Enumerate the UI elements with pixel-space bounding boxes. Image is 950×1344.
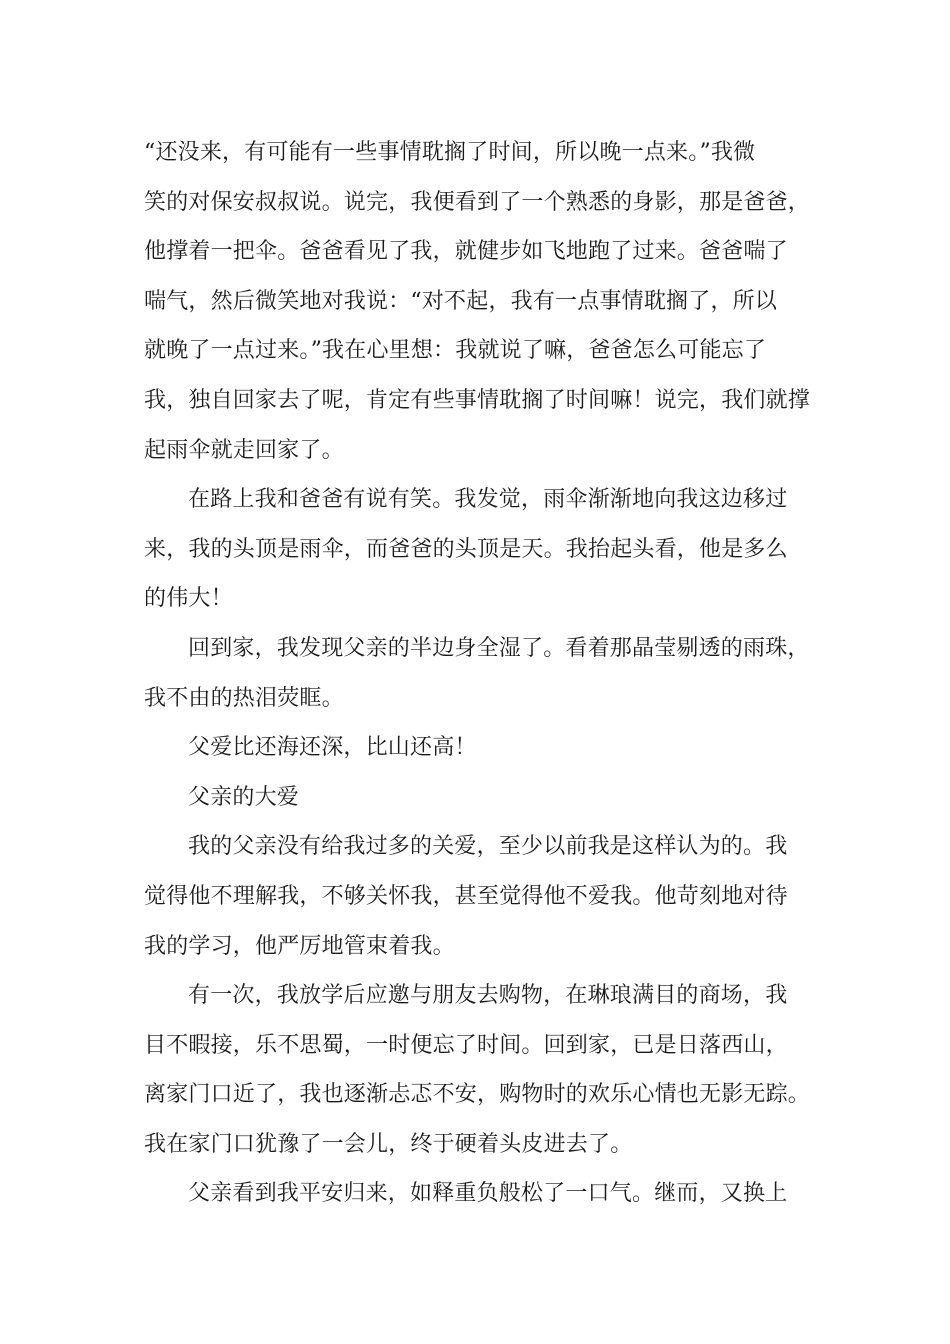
text-line: 就晚了一点过来。”我在心里想：我就说了嘛，爸爸怎么可能忘了 <box>144 338 767 364</box>
paragraph-first-line: 父亲看到我平安归来，如释重负般松了一口气。继而，又换上 <box>188 1181 788 1207</box>
paragraph-first-line: 在路上我和爸爸有说有笑。我发觉，雨伞渐渐地向我这边移过 <box>188 487 788 513</box>
section-title: 父亲的大爱 <box>188 784 300 810</box>
paragraph-first-line: 我的父亲没有给我过多的关爱，至少以前我是这样认为的。我 <box>188 834 788 860</box>
text-line: 觉得他不理解我，不够关怀我，甚至觉得他不爱我。他苛刻地对待 <box>144 883 788 909</box>
text-line: 笑的对保安叔叔说。说完，我便看到了一个熟悉的身影，那是爸爸， <box>144 189 811 215</box>
paragraph-first-line: 有一次，我放学后应邀与朋友去购物，在琳琅满目的商场，我 <box>188 983 788 1009</box>
text-line: 我的学习，他严厉地管束着我。 <box>144 933 455 959</box>
text-line: 喘气，然后微笑地对我说：“对不起，我有一点事情耽搁了，所以 <box>144 288 778 314</box>
text-line: 他撑着一把伞。爸爸看见了我，就健步如飞地跑了过来。爸爸喘了 <box>144 239 788 265</box>
body-text <box>144 128 811 1219</box>
text-line: 我，独自回家去了呢，肯定有些事情耽搁了时间嘛！说完，我们就撑 <box>144 387 811 413</box>
paragraph-first-line: 父爱比还海还深，比山还高！ <box>188 735 477 761</box>
text-line: 来，我的头顶是雨伞，而爸爸的头顶是天。我抬起头看，他是多么 <box>144 536 788 562</box>
paragraph-first-line: 回到家，我发现父亲的半边身全湿了。看着那晶莹剔透的雨珠， <box>188 635 810 661</box>
text-line: “还没来，有可能有一些事情耽搁了时间，所以晚一点来。”我微 <box>144 140 756 165</box>
text-line: 起雨伞就走回家了。 <box>144 437 344 463</box>
text-line: 我在家门口犹豫了一会儿，终于硬着头皮进去了。 <box>144 1131 633 1157</box>
text-line: 离家门口近了，我也逐渐忐忑不安，购物时的欢乐心情也无影无踪。 <box>144 1082 811 1108</box>
text-line: 我不由的热泪荧眶。 <box>144 685 344 711</box>
text-line: 目不暇接，乐不思蜀，一时便忘了时间。回到家，已是日落西山， <box>144 1032 788 1058</box>
text-line: 的伟大！ <box>144 586 233 612</box>
